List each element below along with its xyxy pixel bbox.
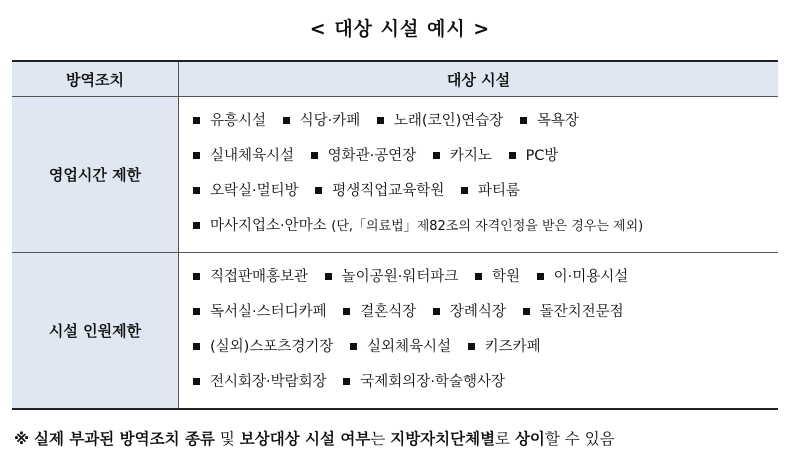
reference-mark: ※ <box>14 430 30 448</box>
category-capacity-limit: 시설 인원제한 <box>12 252 179 409</box>
facility-item: 국제회의장·학술행사장 <box>360 374 505 391</box>
bullet-icon <box>433 152 440 159</box>
bullet-icon <box>193 343 200 350</box>
facility-item: 직접판매홍보관 <box>210 269 309 286</box>
bullet-icon <box>193 187 200 194</box>
facility-item: 노래(코인)연습장 <box>393 113 504 130</box>
bullet-icon <box>343 378 350 385</box>
bullet-icon <box>377 117 384 124</box>
facility-item: PC방 <box>525 148 559 165</box>
facility-item: 유흥시설 <box>210 113 267 130</box>
facility-list <box>179 97 779 253</box>
facility-line <box>191 174 778 209</box>
bullet-icon <box>283 117 290 124</box>
facility-item: 식당·카페 <box>299 113 361 130</box>
footnote-text: 상이 <box>514 430 545 448</box>
table-header-row <box>12 61 778 97</box>
facility-item: 장례식장 <box>449 304 506 321</box>
exception-note: (단,「의료법」제82조의 자격인정을 받은 경우는 제외) <box>331 219 644 235</box>
bullet-icon <box>475 273 482 280</box>
bullet-icon <box>325 273 332 280</box>
bullet-icon <box>193 273 200 280</box>
facility-item: 파티룸 <box>477 183 520 200</box>
bullet-icon <box>193 222 200 229</box>
facility-item: 실내체육시설 <box>210 148 295 165</box>
bullet-icon <box>520 117 527 124</box>
facility-line <box>191 104 778 139</box>
bullet-icon <box>461 187 468 194</box>
footnote-text: 는 <box>370 430 391 448</box>
facility-item: 실외체육시설 <box>366 339 452 356</box>
bullet-icon <box>509 152 516 159</box>
table-row <box>12 252 778 409</box>
footnote-text: 로 <box>495 430 515 448</box>
table-row <box>12 97 778 253</box>
footnote-text: 보상대상 시설 여부 <box>239 430 371 448</box>
facility-item: (실외)스포츠경기장 <box>210 339 334 356</box>
facility-item: 독서실·스터디카페 <box>210 304 327 321</box>
bullet-icon <box>315 187 322 194</box>
bullet-icon <box>193 152 200 159</box>
facility-item: 평생직업교육학원 <box>332 183 445 200</box>
facility-line <box>191 260 778 295</box>
bullet-icon <box>193 378 200 385</box>
facility-table <box>12 60 778 410</box>
bullet-icon <box>523 308 530 315</box>
footnote-text: 및 <box>214 430 240 448</box>
header-facility: 대상 시설 <box>179 61 779 97</box>
bullet-icon <box>193 308 200 315</box>
facility-line <box>191 365 778 400</box>
facility-item: 영화관·공연장 <box>327 148 417 165</box>
facility-item: 전시회장·박람회장 <box>210 374 327 391</box>
facility-line <box>191 295 778 330</box>
category-business-hours: 영업시간 제한 <box>12 97 179 253</box>
header-measure: 방역조치 <box>12 61 179 97</box>
facility-line <box>191 330 778 365</box>
facility-line <box>191 209 778 244</box>
facility-item: 카지노 <box>449 148 492 165</box>
facility-item: 이·미용시설 <box>553 269 629 286</box>
facility-item: 돌잔치전문점 <box>539 304 624 321</box>
facility-item: 놀이공원·워터파크 <box>341 269 459 286</box>
facility-item: 키즈카페 <box>484 339 541 356</box>
facility-list <box>179 252 779 409</box>
bullet-icon <box>433 308 440 315</box>
facility-item: 학원 <box>491 269 520 286</box>
footnote-text: 지방자치단체별 <box>390 430 496 448</box>
footnote <box>14 427 794 449</box>
footnote-text: 실제 부과된 방역조치 종류 <box>34 430 215 448</box>
facility-item: 마사지업소·안마소 <box>210 218 327 235</box>
bullet-icon <box>468 343 475 350</box>
bullet-icon <box>193 117 200 124</box>
bullet-icon <box>350 343 357 350</box>
facility-line <box>191 139 778 174</box>
page-title: < 대상 시설 예시 > <box>309 18 491 40</box>
bullet-icon <box>311 152 318 159</box>
facility-item: 목욕장 <box>536 113 579 130</box>
bullet-icon <box>537 273 544 280</box>
bullet-icon <box>343 308 350 315</box>
footnote-text: 할 수 있음 <box>544 430 615 448</box>
facility-item: 오락실·멀티방 <box>210 183 299 200</box>
facility-item: 결혼식장 <box>360 304 417 321</box>
